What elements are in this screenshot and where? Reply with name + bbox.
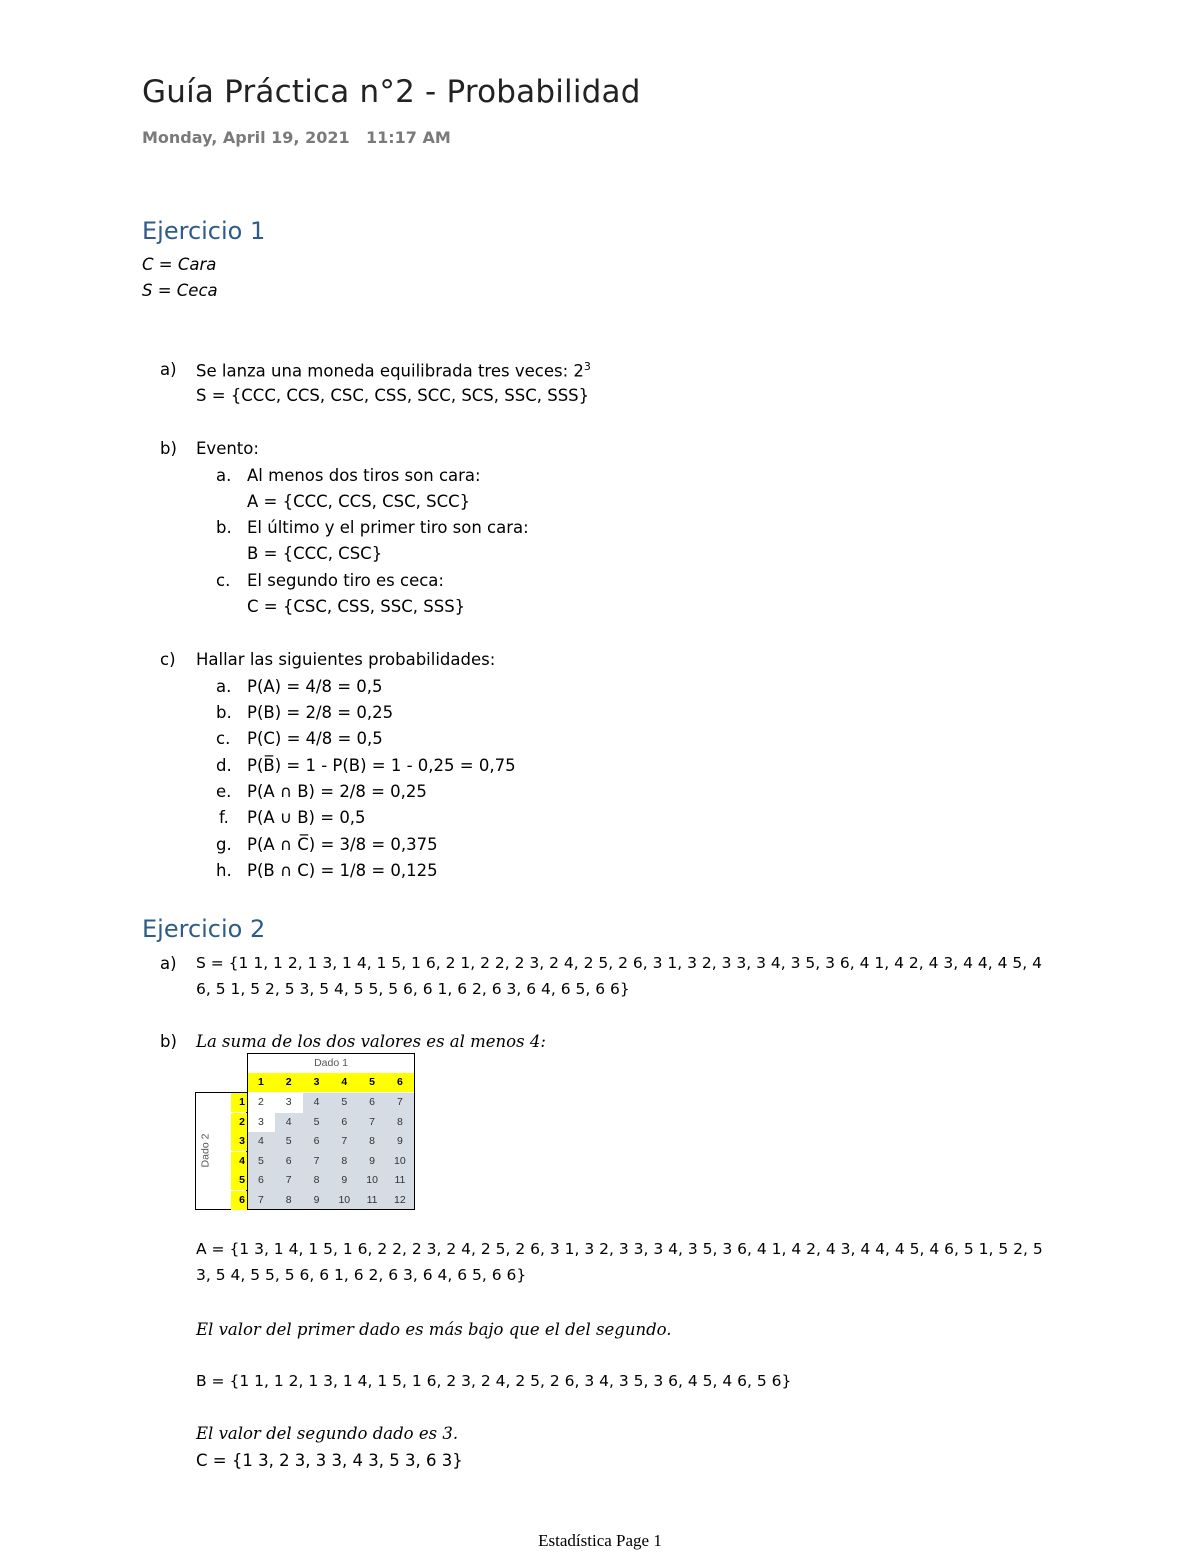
table-cell: 6 [358,1093,386,1113]
table-cell: 5 [303,1113,331,1133]
table-cell: 3 [257,1115,264,1128]
ej2-b-label: b) [160,1032,177,1051]
table-cell: 9 [330,1171,358,1191]
table-cell: 6 [330,1113,358,1133]
ej1-c-item-text: P(A ∩ B) = 2/8 = 0,25 [247,782,427,801]
table-cell: 10 [386,1152,414,1172]
ej1-b-item-set: A = {CCC, CCS, CSC, SCC} [247,492,471,511]
ej1-b-item-set: C = {CSC, CSS, SSC, SSS} [247,597,466,616]
ej1-a-text: Se lanza una moneda equilibrada tres veces: $2^3$ [196,360,591,381]
ej2-C-description: El valor del segundo dado es 3. [196,1424,459,1443]
table-row-header: 2 [231,1113,247,1132]
table-cell: 10 [330,1191,358,1211]
table-row-header: 5 [231,1171,247,1190]
ej1-c-item-label: e. [216,782,232,801]
ej1-b-text: Evento: [196,439,259,458]
table-cell: 10 [358,1171,386,1191]
table-cell: 3 [285,1096,292,1108]
ej1-c-item-text: P(A ∩ C̅) = 3/8 = 0,375 [247,835,438,854]
ej2-a-set-line1: S = {1 1, 1 2, 1 3, 1 4, 1 5, 1 6, 2 1, 2 2, 2 3, 2 4, 2 5, 2 6, 3 1, 3 2, 3 3, 3 4, 3 5, 3 6, 4 1, 4 2, 4 3, 4 4, 4 5, 4 [196,954,1042,972]
table-col-header: 4 [330,1073,358,1092]
ej1-c-item-label: b. [216,703,232,722]
table-col-header: 3 [303,1073,331,1092]
table-col-header: 2 [275,1073,303,1092]
ej1-heading: Ejercicio 1 [142,217,266,245]
ej1-c-item-label: d. [216,756,232,775]
table-cell: 5 [275,1132,303,1152]
ej1-c-item-label: f. [219,808,229,827]
table-cell: 11 [386,1171,414,1191]
ej2-a-set-line2: 6, 5 1, 5 2, 5 3, 5 4, 5 5, 5 6, 6 1, 6 2, 6 3, 6 4, 6 5, 6 6} [196,980,630,998]
ej2-heading: Ejercicio 2 [142,915,266,943]
ej1-b-item-label: a. [216,466,232,485]
ej1-c-item-text: P(B ∩ C) = 1/8 = 0,125 [247,861,438,880]
table-col-header: 5 [358,1073,386,1092]
table-cell: 9 [358,1152,386,1172]
dice-sum-table [195,1053,415,1210]
table-cell: 8 [303,1171,331,1191]
ej1-b-item-set: B = {CCC, CSC} [247,544,383,563]
ej1-c-item-text: P(B) = 2/8 = 0,25 [247,703,394,722]
ej1-c-item-text: P(A) = 4/8 = 0,5 [247,677,383,696]
ej1-c-item-label: g. [216,835,232,854]
table-cell: 8 [358,1132,386,1152]
table-cell: 5 [247,1152,275,1172]
table-cell: 7 [330,1132,358,1152]
table-side-label: Dado 2 [199,1133,212,1168]
table-cell: 8 [275,1191,303,1211]
table-cell: 6 [247,1171,275,1191]
table-cell: 6 [303,1132,331,1152]
ej1-c-item-label: c. [216,729,231,748]
ej2-C-set: C = {1 3, 2 3, 3 3, 4 3, 5 3, 6 3} [196,1451,463,1470]
ej2-B-description: El valor del primer dado es más bajo que el del segundo. [196,1320,672,1339]
table-cell: 4 [303,1093,331,1113]
page-time: 11:17 AM [366,128,451,147]
ej1-c-text: Hallar las siguientes probabilidades: [196,650,496,669]
table-row-header: 1 [231,1093,247,1112]
ej1-def-ceca: S = Ceca [142,281,218,300]
table-cell: 7 [358,1113,386,1133]
ej1-c-item-label: a. [216,677,232,696]
table-cell: 6 [275,1152,303,1172]
table-row-header: 6 [231,1191,247,1210]
table-cell: 11 [358,1191,386,1211]
ej1-b-label: b) [160,439,177,458]
table-col-header: 6 [386,1073,414,1092]
page-footer: Estadística Page 1 [538,1531,662,1550]
table-cell: 4 [275,1113,303,1133]
ej2-A-set-line1: A = {1 3, 1 4, 1 5, 1 6, 2 2, 2 3, 2 4, 2 5, 2 6, 3 1, 3 2, 3 3, 3 4, 3 5, 3 6, 4 1, 4 2, 4 3, 4 4, 4 5, 4 6, 5 1, 5 2, 5 [196,1240,1043,1258]
table-cell: 2 [257,1096,264,1108]
ej1-c-item-label: h. [216,861,232,880]
table-cell: 5 [330,1093,358,1113]
table-cell: 12 [386,1191,414,1211]
ej2-a-label: a) [160,954,177,973]
ej1-c-label: c) [160,650,176,669]
page-date: Monday, April 19, 2021 [142,128,350,147]
table-cell: 7 [386,1093,414,1113]
ej1-a-set: S = {CCC, CCS, CSC, CSS, SCC, SCS, SSC, SSS} [196,386,590,405]
ej1-c-item-text: P(A ∪ B) = 0,5 [247,808,366,827]
table-cell: 9 [386,1132,414,1152]
table-col-header: 1 [247,1073,275,1092]
table-cell: 7 [303,1152,331,1172]
ej2-B-set: B = {1 1, 1 2, 1 3, 1 4, 1 5, 1 6, 2 3, 2 4, 2 5, 2 6, 3 4, 3 5, 3 6, 4 5, 4 6, 5 6} [196,1372,792,1390]
ej1-b-item-text: El último y el primer tiro son cara: [247,518,529,537]
ej2-b-text: La suma de los dos valores es al menos 4: [196,1032,546,1051]
page-title: Guía Práctica n°2 - Probabilidad [142,74,641,110]
ej1-b-item-text: El segundo tiro es ceca: [247,571,444,590]
ej1-def-cara: C = Cara [142,255,217,274]
table-cell: 7 [247,1191,275,1211]
ej1-c-item-text: P(C) = 4/8 = 0,5 [247,729,383,748]
table-row-header: 4 [231,1152,247,1171]
ej1-a-label: a) [160,360,177,379]
table-cell: 7 [275,1171,303,1191]
table-cell: 4 [247,1132,275,1152]
table-top-label: Dado 1 [247,1053,415,1073]
table-cell: 8 [386,1113,414,1133]
ej1-b-item-label: b. [216,518,232,537]
table-row-header: 3 [231,1132,247,1151]
ej2-A-set-line2: 3, 5 4, 5 5, 5 6, 6 1, 6 2, 6 3, 6 4, 6 5, 6 6} [196,1266,527,1284]
ej1-c-item-text: P(B̅) = 1 - P(B) = 1 - 0,25 = 0,75 [247,756,516,775]
ej1-b-item-label: c. [216,571,231,590]
table-cell: 8 [330,1152,358,1172]
table-cell: 9 [303,1191,331,1211]
ej1-b-item-text: Al menos dos tiros son cara: [247,466,481,485]
